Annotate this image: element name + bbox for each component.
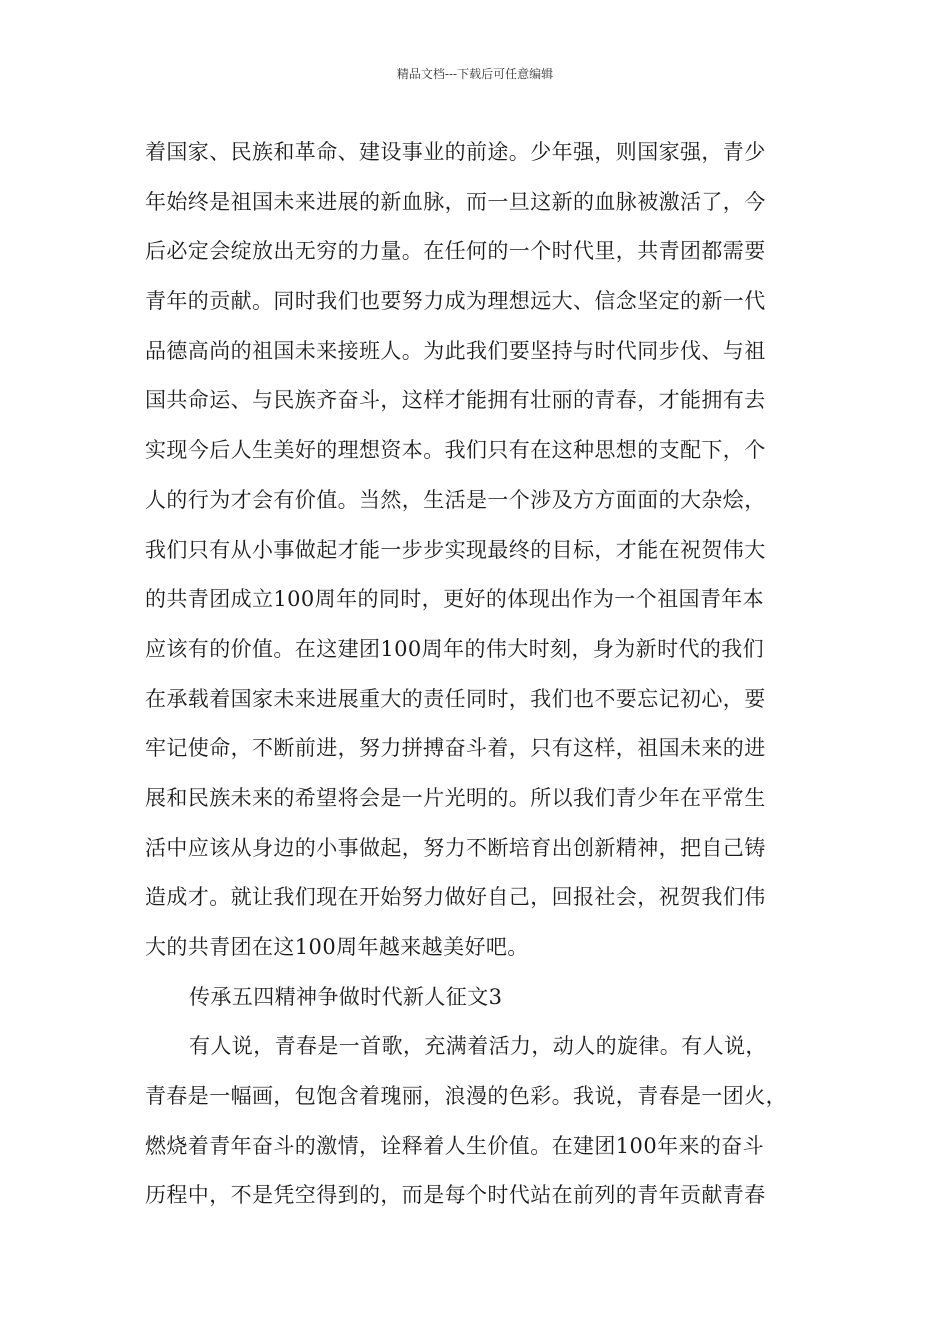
text-line: 应该有的价值。在这建团100周年的伟大时刻，身为新时代的我们 [145,636,765,661]
text-line: 历程中，不是凭空得到的，而是每个时代站在前列的青年贡献青春 [145,1183,766,1208]
text-line: 活中应该从身边的小事做起，努力不断培育出创新精神，把自己铸 [145,835,766,860]
text-line: 大的共青团在这100周年越来越美好吧。 [145,935,529,959]
text-line: 后必定会绽放出无穷的力量。在任何的一个时代里，共青团都需要 [145,239,766,264]
text-line: 实现今后人生美好的理想资本。我们只有在这种思想的支配下，个 [145,438,766,463]
text-line: 有人说，青春是一首歌，充满着活力，动人的旋律。有人说， [189,1034,767,1059]
text-line: 人的行为才会有价值。当然，生活是一个涉及方方面面的大杂烩， [145,487,766,512]
text-line: 牢记使命，不断前进，努力拼搏奋斗着，只有这样，祖国未来的进 [145,736,766,761]
text-line: 传承五四精神争做时代新人征文3 [189,984,503,1009]
text-line: 品德高尚的祖国未来接班人。为此我们要坚持与时代同步伐、与祖 [145,338,766,363]
text-line: 国共命运、与民族齐奋斗，这样才能拥有壮丽的青春，才能拥有去 [145,388,766,413]
text-line: 着国家、民族和革命、建设事业的前途。少年强，则国家强，青少 [145,140,766,164]
text-line: 在承载着国家未来进展重大的责任同时，我们也不要忘记初心，要 [145,686,766,711]
text-line: 展和民族未来的希望将会是一片光明的。所以我们青少年在平常生 [145,785,766,810]
text-line: 年始终是祖国未来进展的新血脉，而一旦这新的血脉被激活了，今 [145,189,766,214]
text-line: 燃烧着青年奋斗的激情，诠释着人生价值。在建团100年来的奋斗 [145,1133,765,1158]
text-line: 青年的贡献。同时我们也要努力成为理想远大、信念坚定的新一代 [145,289,766,314]
text-line: 的共青团成立100周年的同时，更好的体现出作为一个祖国青年本 [145,587,765,612]
document-body [145,128,810,1221]
text-line: 青春是一幅画，包饱含着瑰丽，浪漫的色彩。我说，青春是一团火， [145,1084,787,1109]
text-line: 我们只有从小事做起才能一步步实现最终的目标，才能在祝贺伟大 [145,537,766,562]
text-line: 造成才。就让我们现在开始努力做好自己，回报社会，祝贺我们伟 [145,885,766,910]
page-header: 精品文档---下载后可任意编辑 [396,67,554,81]
